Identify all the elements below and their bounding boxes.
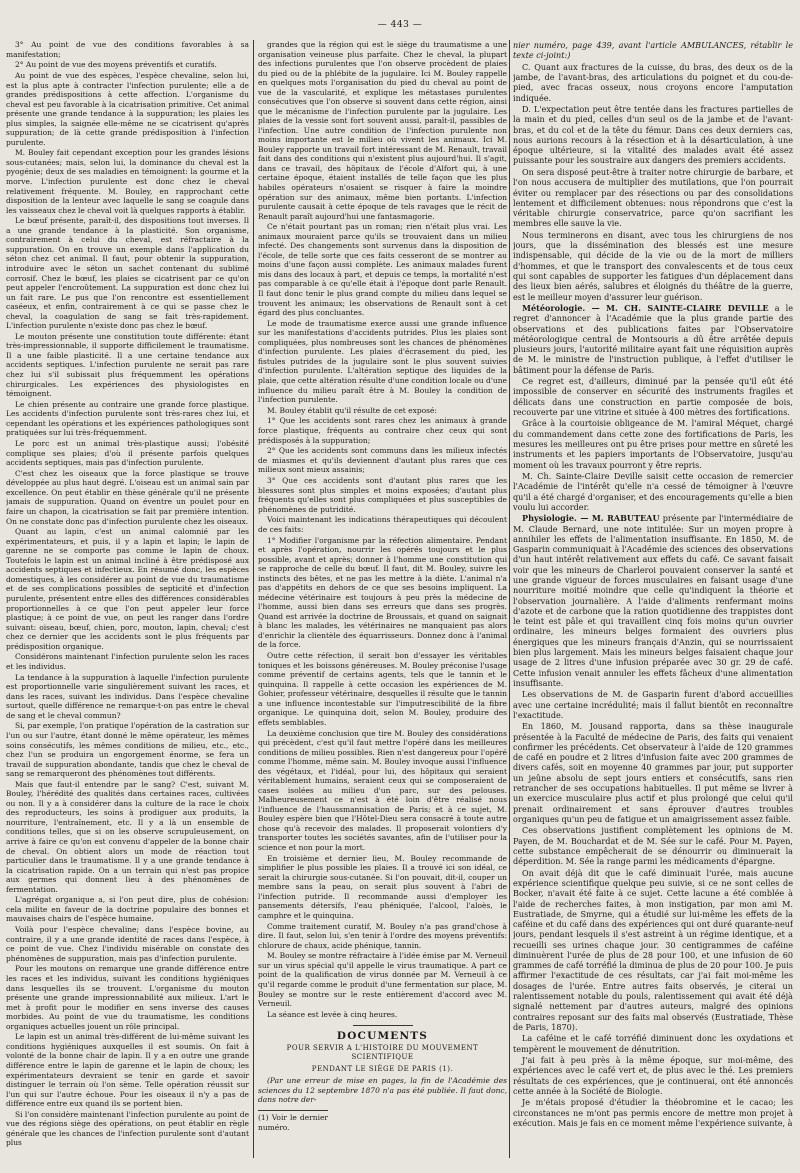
paragraph: [513, 303, 793, 375]
paragraph-text: présente par l'intermédiaire de M. Claude Bernard, une note intitulée: Sur un moyen propre à annihiler les effets de l'alimentation insuffisante. En 1850, M. de Gasparin communiquait à l'Académie des sciences des observations d'un haut intérêt relativement aux effets du café. Ce savant faisait voir que les mineurs de Charleroi pouvaient conserver la santé et une grande vigueur de forces musculaires en faisant usage d'une nourriture moitié moindre que celle qu'indiquent la théorie et l'observation journalière. A l'aide d'aliments renfermant moins d'azote et de carbone que la ration quotidienne des trappistes dont le teint est pâle et qui travaillent cinq fois moins qu'un ouvrier ordinaire, les mineurs belges formaient des ouvriers plus énergiques que les mineurs français d'Anzin, qui se nourrissaient bien plus largement. Mais les mineurs belges faisaient chaque jour usage de 2 litres d'une infusion préparée avec 30 gr. 29 de café. Cette infusion venait annuler les effets fâcheux d'une alimentation insuffisante.: [513, 513, 793, 688]
footnote: (1) Voir le dernier numéro.: [258, 1110, 328, 1132]
paragraph: M. Ch. Sainte-Claire Deville saisit cette occasion de remercier l'Académie de l'intérêt qu'elle n'a cessé de témoigner à l'œuvre qu'il a été chargé d'organiser, et des encouragements qu'elle a bien voulu lui accorder.: [513, 471, 793, 512]
text-column-left: [6, 40, 249, 1165]
paragraph: On avait déjà dit que le café diminuait l'urée, mais aucune expérience scientifique quelque peu suivie, si ce ne sont celles de Bocker, n'avait été faite à ce sujet. Cette lacune a été comblée à l'aide de recherches faites, à mon instigation, par mon ami M. Eustratiade, de Smyrne, qui a étudié sur lui-même les effets de la caféine et du café dans des expériences qui ont duré quarante-neuf jours, pendant lesquels il s'est astreint à un régime identique, et a recueilli ses urines chaque jour. 30 centigrammes de caféine diminuèrent l'urée de plus de 28 pour 100, et une infusion de 60 grammes de café torréfié la diminua de plus de 20 pour 100. Je puis affirmer l'exactitude de ces résultats, car j'ai fait moi-même les dosages de l'urée. Entre autres faits observés, je citerai un ralentissement notable du pouls, ralentissement qui avait été déjà signalé nettement par d'autres auteurs, malgré des opinions contraires reposant sur des faits mal observés (Eustratiade, Thèse de Paris, 1870).: [513, 867, 793, 1032]
paragraph: C. Quant aux fractures de la cuisse, du bras, des deux os de la jambe, de l'avant-bras, des articulations du poignet et du cou-de-pied, avec fracas osseux, nous croyons encore l'amputation indiquée.: [513, 61, 793, 103]
paragraph: Si l'on considère maintenant l'infection purulente au point de vue des régions siège des opérations, on peut établir en règle générale que les chances de l'infection purulente sont d'autant plus: [6, 1109, 249, 1148]
paragraph: M. Bouley fait cependant exception pour les grandes lésions sous-cutanées; mais, selon lui, la dominance du cheval est la pyogénie; deux de ses maladies en témoignent: la gourme et la morve. L'infection purulente est donc chez le cheval relativement fréquente. M. Bouley, en rapprochant cette disposition de la lenteur avec laquelle le sang se coagule dans les vaisseaux chez le cheval voit là quelques rapports à établir.: [6, 148, 249, 215]
paragraph: 2° Que les accidents sont communs dans les milieux infectés de miasmes et qu'ils deviennent d'autant plus rares que ces milieux sont mieux assainis;: [258, 446, 507, 475]
paragraph: Pour les moutons on remarque une grande différence entre les races et les individus, suivant les conditions hygiéniques dans lesquelles ils se trouvent. L'organisme du mouton présente une grande impressionnabilité aux milieux. L'art le met à profit pour le modifier en sens inverse des causes morbides. Au point de vue du traumatisme, les conditions organiques actuelles jouent un rôle principal.: [6, 964, 249, 1031]
section-heading: Physiologie. — M. RABUTEAU: [522, 513, 660, 524]
paragraph: Ces observations justifient complètement les opinions de M. Payen, de M. Bouchardat et de M. Sée sur le café. Pour M. Payen, cette substance empêcherait de se dénourrir ou diminuerait la déperdition. M. Sée la range parmi les médicaments d'épargne.: [513, 825, 793, 867]
section-title: DOCUMENTS: [336, 1030, 429, 1043]
paragraph: En troisième et dernier lieu, M. Bouley recommande de simplifier le plus possible les plaies. Il a trouvé ici son idéal, ce serait la chirurgie sous-cutanée. Si l'on pouvait, dit-il, couper un membre sans la peau, on serait plus souvent à l'abri de l'infection putride. Il recommande aussi d'employer les pansements détersifs, l'eau phéniquée, l'alcool, l'aloès, le camphre et le quinquina.: [258, 853, 507, 920]
paragraph: Le bœuf présente, paraît-il, des dispositions tout inverses. Il a une grande tendance à la plasticité. Son organisme, contrairement à celui du cheval, est réfractaire à la suppuration. On en trouve un exemple dans l'application du séton chez cet animal. Il faut, pour obtenir la suppuration, introduire avec le séton un sachet contenant du sublimé corrosif. Chez le bœuf, les plaies se cicatrisent par ce qu'on peut appeler l'encroûtement. La suppuration est donc chez lui un fait rare. Le pus que l'on rencontre est essentiellement caséeux, et enfin, contrairement à ce qui se passe chez le cheval, la coagulation de sang se fait très-rapidement. L'infection purulente n'existe donc pas chez le bœuf.: [6, 216, 249, 331]
paragraph: C'est chez les oiseaux que la force plastique se trouve développée au plus haut degré. L'oiseau est un animal sain par excellence. On peut établir en thèse générale qu'il ne présente jamais de suppuration. Quand on éventre un poulet pour en faire un chapon, la cicatrisation se fait par première intention. On ne constate donc pas d'infection purulente chez les oiseaux.: [6, 468, 249, 526]
divider: [353, 1025, 413, 1026]
paragraph: D. L'expectation peut être tentée dans les fractures partielles de la main et du pied, celles d'un seul os de la jambe et de l'avant-bras, et du col et de la tête du fémur. Dans ces deux derniers cas, nous aurions recours à la résection et à la désarticulation, à une époque ultérieure, si la vitalité des malades avait été assez puissante pour les soustraire aux dangers des premiers accidents.: [513, 104, 793, 166]
paragraph: Au point de vue des espèces, l'espèce chevaline, selon lui, est la plus apte à contracter l'infection purulente; elle a de grandes prédispositions à cette affection. L'organisme du cheval est peu favorable à la cicatrisation primitive. Cet animal présente une grande tendance à la suppuration; les plaies les plus simples, la saignée elle-même ne se cicatrisent qu'après suppuration; de là cette grande prédisposition à l'infection purulente.: [6, 70, 249, 147]
paragraph: Je m'étais proposé d'étudier la théobromine et le cacao; les circonstances ne m'ont pas permis encore de mettre mon projet à exécution. Mais je fais en ce moment même l'expérience suivante, à: [513, 1097, 793, 1128]
paragraph: 2° Au point de vue des moyens préventifs et curatifs.: [15, 60, 217, 70]
text-column-middle: [258, 40, 507, 1160]
paragraph: 1° Que les accidents sont rares chez les animaux à grande force plastique, fréquents au contraire chez ceux qui sont prédisposés à la suppuration;: [258, 416, 507, 445]
paragraph: Nous terminerons en disant, avec tous les chirurgiens de nos jours, que la dissémination des blessés est une mesure indispensable, qui décide de la vie ou de la mort de milliers d'hommes, et que le transport des convalescents et de tous ceux qui sont capables de supporter les fatigues d'un déplacement dans des lieux bien aérés, salubres et éloignés du théâtre de la guerre, est le meilleur moyen d'assurer leur guérison.: [513, 229, 793, 302]
paragraph: M. Bouley se montre réfractaire à l'idée émise par M. Verneuil sur un virus spécial qu'il appelle le virus traumatique. A part ce point de la qualification de virus donnée par M. Verneuil à ce qu'il regarde comme le produit d'une fermentation sur place, M. Bouley se montre sur le reste entièrement d'accord avec M. Verneuil.: [258, 951, 507, 1009]
paragraph: 3° Au point de vue des conditions favorables à sa manifestation;: [6, 40, 249, 59]
paragraph: nier numéro, page 439, avant l'article AMBULANCES, rétablir le texte ci-joint:): [513, 40, 793, 61]
paragraph: Quant au lapin, c'est un animal calomnié par les expérimentateurs, et puis, il y a lapin et lapin; le lapin de garenne ne se comporte pas comme le lapin de choux. Toutefois le lapin est un animal incliné à être prédisposé aux accidents septiques et infectieux. En résumé donc, les espèces domestiques, à les considérer au point de vue du traumatisme et de ses complications possibles de septicité et d'infection purulente, présentent entre elles des différences considérables proportionnelles à ce que l'on peut appeler leur force plastique; à ce point de vue, on peut les ranger dans l'ordre suivant: oiseau, bœuf, chien, porc, mouton, lapin, cheval; c'est chez ce dernier que les accidents sont le plus fréquents par prédisposition organique.: [6, 527, 249, 651]
paragraph: J'ai fait à peu près à la même époque, sur moi-même, des expériences avec le café vert et, de plus avec le thé. Les premiers résultats de ces expériences, que je continuerai, ont été annoncés cette année à la Société de Biologie.: [513, 1055, 793, 1096]
editorial-note: (Par une erreur de mise en pages, la fin de l'Académie des sciences du 12 septembre 1870 n'a pas été publiée. Il faut donc, dans notre der-: [258, 1076, 507, 1105]
paragraph: Le mouton présente une constitution toute différente: étant très-impressionnable, il supporte difficilement le traumatisme. Il a une faible plasticité. Il a une certaine tendance aux accidents septiques. L'infection purulente ne serait pas rare chez lui s'il subissait plus fréquemment les opérations chirurgicales. Les expériences des physiologistes en témoignent.: [6, 331, 249, 399]
column-separator: [253, 40, 254, 1158]
paragraph: Ce n'était pourtant pas un roman; rien n'était plus vrai. Les animaux mouraient parce qu'ils se trouvaient dans un milieu infecté. Des changements sont survenus dans la disposition de l'école, de telle sorte que ces faits cesseront de se montrer au moins d'une façon aussi complète. Les animaux malades furent mis dans des locaux à part, et depuis ce temps, la mortalité n'est pas comparable à ce qu'elle était à l'époque dont parle Renault. Il faut donc tenir le plus grand compte du milieu dans lequel se trouvent les animaux; les observations de Renault sont à cet égard des plus concluantes.: [258, 222, 507, 318]
paragraph: Le porc est un animal très-plastique aussi; l'obésité complique ses plaies; d'où il présente parfois quelques accidents septiques, mais pas d'infection purulente.: [6, 439, 249, 468]
paragraph: grandes que la région qui est le siège du traumatisme a une organisation veineuse plus parfaite. Chez le cheval, la plupart des infections purulentes que l'on observe procèdent de plaies du pied ou de la phlébite de la jugulaire. Ici M. Bouley rappelle en quelques mots l'organisation du pied du cheval au point de vue de la vascularité, et explique les métastases purulentes consécutives que l'on observe si souvent dans cette région, ainsi que le mécanisme de l'infection purulente par la jugulaire. Les plaies de la vessie sont fort souvent aussi, paraît-il, passibles de l'infection. Une autre condition de l'infection purulente non moins importante est le milieu où vivent les animaux. Ici M. Bouley rapporte un travail fort intéressant de M. Renault, travail fait dans des conditions qui n'existent plus aujourd'hui. Il s'agit, dans ce travail, des hôpitaux de l'école d'Alfort qui, à une certaine époque, étaient installés de telle façon que les plus habiles opérateurs n'osaient se risquer à faire la moindre opération sur des animaux, même bien portants. L'infection purulente causait à cette époque de tels ravages que le récit de Renault paraît aujourd'hui une fantasmagorie.: [258, 40, 507, 221]
paragraph: M. Bouley établit qu'il résulte de cet exposé:: [267, 405, 437, 415]
paragraph: La deuxième conclusion que tire M. Bouley des considérations qui précèdent, c'est qu'il faut mettre l'opéré dans les meilleures conditions de milieu possibles. Rien n'est dangereux pour l'opéré comme l'homme, même sain. M. Bouley invoque aussi l'influence des végétaux, et l'idéal, pour lui, des hôpitaux qui seraient véritablement humains, seraient ceux qui se composeraient de cases isolées au milieu d'un parc, sur des pelouses. Malheureusement ce n'est à été loin d'être réalisé nous l'influence de l'haussmannisation de Paris; et à ce sujet, M. Bouley espère bien que l'Hôtel-Dieu sera consacré à toute autre chose qu'à recevoir des malades. Il proposerait volontiers d'y transporter toutes les sociétés savantes, afin de l'utiliser pour la science et non pour la mort.: [258, 728, 507, 852]
paragraph: Le mode de traumatisme exerce aussi une grande influence sur les manifestations d'accidents putrides. Plus les plaies sont compliquées, plus nombreuses sont les chances de phénomènes d'infection purulente. Les plaies d'écrasement du pied, les fistules putrides de la jugulaire sont le plus souvent suivies d'infection purulente. L'altération septique des liquides de la plaie, que cette altération résulte d'une condition locale ou d'une influence du milieu paraît être à M. Bouley la condition de l'infection purulente.: [258, 318, 507, 405]
paragraph-text: a le regret d'annoncer à l'Académie que la plus grande partie des observations et des publications faites par l'Observatoire météorologique central de Montsouris a dû être arrêtée depuis plusieurs jours, l'autorité militaire ayant fait une réquisition auprès de M. le ministre de l'instruction publique, à l'effet d'utiliser le bâtiment pour la défense de Paris.: [513, 302, 793, 375]
paragraph: On sera disposé peut-être à traiter notre chirurgie de barbare, et l'on nous accusera de multiplier des mutilations, que l'on pourrait éviter ou remplacer par des résections ou par des consolidations lentement et difficilement obtenues: nous répondrons que c'est la véritable chirurgie conservatrice, parce qu'on sacrifiant les membres elle sauve la vie.: [513, 166, 793, 229]
paragraph: Voici maintenant les indications thérapeutiques qui découlent de ces faits:: [258, 515, 507, 534]
paragraph: Considérons maintenant l'infection purulente selon les races et les individus.: [6, 652, 249, 671]
paragraph: La tendance à la suppuration à laquelle l'infection purulente est proportionnelle varie singulièrement suivant les races, et dans les races, suivant les individus. Dans l'espèce chevaline surtout, quelle différence ne remarque-t-on pas entre le cheval de sang et le cheval commun?: [6, 672, 249, 720]
section-subtitle: POUR SERVIR A L'HISTOIRE DU MOUVEMENT SCIENTIFIQUE: [286, 1043, 479, 1062]
paragraph: [513, 513, 793, 688]
section-heading: Météorologie. — M. CH. SAINTE-CLAIRE DEVILLE: [522, 302, 769, 313]
paragraph: Comme traitement curatif, M. Bouley n'a pas grand'chose à dire. Il faut, selon lui, s'en tenir à l'ordre des moyens préventifs: chlorure de chaux, acide phénique, tannin.: [258, 921, 507, 950]
paragraph: 1° Modifier l'organisme par la réfection alimentaire. Pendant et après l'opération, nourrir les opérés toujours et le plus possible, avant et après; donner à l'homme une constitution qui se rapproche de celle du bœuf. Il faut, dit M. Bouley, suivre les instincts des bêtes, et ne pas les mettre à la diète. L'animal n'a pas d'appétits en dehors de ce que ses besoins impliquent. La médecine vétérinaire est toujours à peu près la médecine de l'homme, aussi bien dans ses erreurs que dans ses progrès. Quand est arrivée la doctrine de Broussais, et quand on saignait à blanc les malades, les vétérinaires ne manquaient pas alors d'enrichir la clientèle des équarrisseurs. Donnez donc à l'animal de la force.: [258, 535, 507, 650]
paragraph: La séance est levée à cinq heures.: [267, 1009, 398, 1019]
paragraph: Le lapin est un animal très-différent de lui-même suivant les conditions hygiéniques auxquelles il est soumis. On fait à volonté de la bonne chair de lapin. Il y a en outre une grande différence entre le lapin de garenne et le lapin de choux; les expérimentateurs devraient se tenir en garde et savoir distinguer le terrain où l'on sème. Telle opération réussit sur l'un qui sur l'autre échoue. Pour les oiseaux il n'y a pas de différence entre eux quand ils se portent bien.: [6, 1032, 249, 1109]
text-column-right: [513, 40, 793, 1160]
paragraph: Mais que faut-il entendre par le sang? C'est, suivant M. Bouley, l'hérédité des qualités dans certaines races, cultivées ou non. Il y a à considérer dans la culture de la race le choix des reproducteurs, les soins à prodiguer aux produits, la nourriture, l'entraînement, etc. Il y a là un ensemble de conditions telles, que si on les observe scrupuleusement, on arrive à faire ce qu'on est convenu d'appeler de la bonne chair de cheval. On obtient alors un mode de réaction tout particulier dans le traumatisme. Il y a une grande tendance à la cicatrisation rapide. On a un terrain qui n'est pas propice aux germes qui donnent lieu à des phénomènes de fermentation.: [6, 779, 249, 894]
column-separator: [509, 40, 510, 1158]
paragraph: L'agrégat organique a, si l'on peut dire, plus de cohésion: cela milite en faveur de la doctrine populaire des bonnes et mauvaises chairs de l'espèce humaine.: [6, 895, 249, 924]
paragraph: Outre cette réfection, il serait bon d'essayer les véritables toniques et les boissons généreuses. M. Bouley préconise l'usage comme préventif de certains agents, tels que le tannin et le quinquina. Il rappelle à cette occasion les expériences de M. Gohier, professeur vétérinaire, desquelles il résulte que le tannin a une influence incontestable sur l'imputrescibilité de la fibre organique. Le quinquina doit, selon M. Bouley, produire des effets semblables.: [258, 651, 507, 727]
page-number: — 443 —: [377, 20, 423, 30]
paragraph: Voilà pour l'espèce chevaline; dans l'espèce bovine, au contraire, il y a une grande identité de races dans l'espèce, à ce point de vue. Chez l'individu misérable on constate des phénomènes de suppuration, mais pas d'infection purulente.: [6, 925, 249, 963]
paragraph: La caféine et le café torréfié diminuent donc les oxydations et tempèrent le mouvement de dénutrition.: [513, 1033, 793, 1054]
paragraph: Le chien présente au contraire une grande force plastique. Les accidents d'infection purulente sont très-rares chez lui, et cependant les opérations et les expériences pathologiques sont pratiquées sur lui très-fréquemment.: [6, 399, 249, 438]
paragraph: Grâce à la courtoisie obligeance de M. l'amiral Méquet, chargé du commandement dans cette zone des fortifications de Paris, les mesures les meilleures ont pu être prises pour mettre en sûreté les instruments et les papiers importants de l'Observatoire, jusqu'au moment où les travaux pourront y être repris.: [513, 418, 793, 470]
paragraph: Ce regret est, d'ailleurs, diminué par la pensée qu'il eût été impossible de conserver en sécurité des instruments fragiles et délicats dans une construction en partie composée de bois, recouverte par une vitrine et située à 400 mètres des fortifications.: [513, 376, 793, 417]
paragraph: 3° Que ces accidents sont d'autant plus rares que les blessures sont plus simples et moins exposées; d'autant plus fréquents qu'elles sont plus compliquées et plus susceptibles de phénomènes de putridité.: [258, 476, 507, 514]
paragraph: Les observations de M. de Gasparin furent d'abord accueillies avec une certaine incrédulité; mais il fallut bientôt en reconnaître l'exactitude.: [513, 689, 793, 720]
paragraph: En 1860, M. Jousand rapporta, dans sa thèse inaugurale présentée à la Faculté de médecine de Paris, des faits qui venaient confirmer les précédents. Cet observateur à l'aide de 120 grammes de café en poudre et 2 litres d'infusion faite avec 200 grammes de divers cafés, soit en moyenne 40 grammes par jour, put supporter un jeûne absolu de sept jours entiers et consécutifs, sans rien retrancher de ses occupations habituelles. Il put même se livrer à un exercice musculaire plus actif et plus prolongé que celui qu'il prenait ordinairement et sans éprouver d'autres troubles organiques qu'un peu de fatigue et un amaigrissement assez faible.: [513, 721, 793, 824]
paragraph: Si, par exemple, l'on pratique l'opération de la castration sur l'un ou sur l'autre, étant donné le même opérateur, les mêmes soins consécutifs, les mêmes conditions de milieu, etc., etc., chez l'un se produira un engorgement énorme, se fera un travail de suppuration abondante, tandis que chez le cheval de sang se remarqueront des phénomènes tout différents.: [6, 721, 249, 779]
section-subtitle: PENDANT LE SIÈGE DE PARIS (1).: [311, 1064, 454, 1073]
